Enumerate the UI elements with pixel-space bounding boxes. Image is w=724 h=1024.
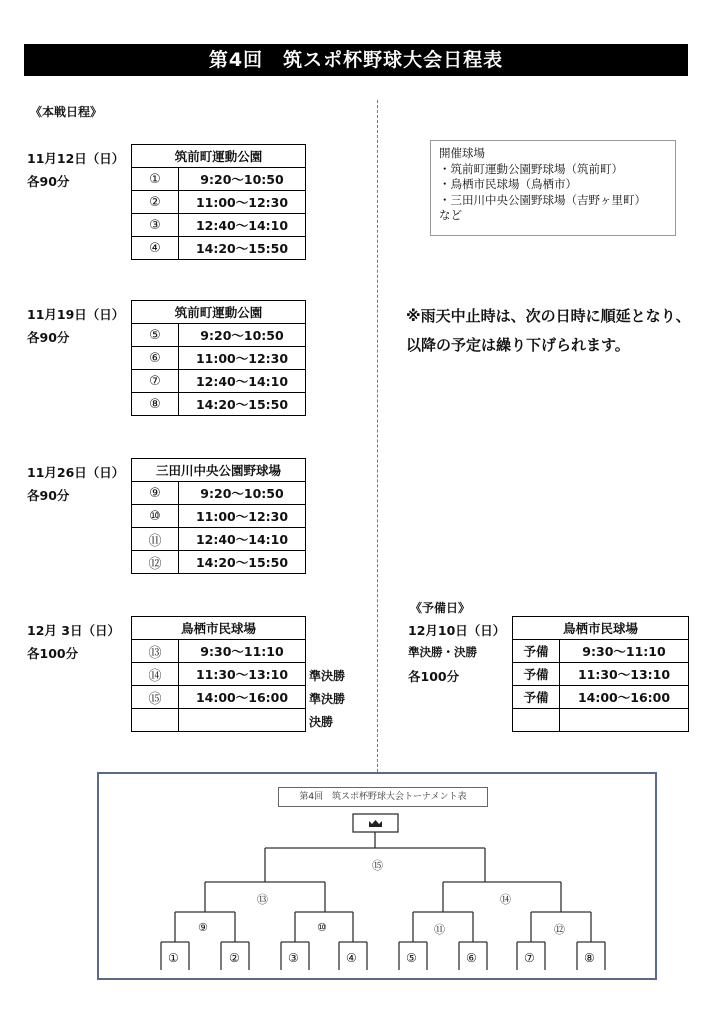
venue-name: 筑前町運動公園 bbox=[132, 301, 306, 324]
game-time: 12:40〜14:10 bbox=[179, 370, 306, 393]
bracket-final-label: ⑮ bbox=[372, 859, 383, 872]
day-date: 11月12日（日） bbox=[27, 151, 125, 166]
game-time bbox=[179, 709, 306, 732]
day-date: 11月26日（日） bbox=[27, 465, 125, 480]
stage-label: 準決勝 bbox=[309, 669, 346, 683]
game-number: ⑬ bbox=[132, 640, 179, 663]
bracket-team-label: ⑦ bbox=[524, 951, 535, 965]
bracket-title: 第4回 筑スポ杯野球大会トーナメント表 bbox=[278, 787, 488, 807]
reserve-duration: 各100分 bbox=[408, 669, 460, 684]
game-number: ⑪ bbox=[132, 528, 179, 551]
venues-note-footer: など bbox=[439, 208, 462, 222]
reserve-tag bbox=[513, 709, 560, 732]
day-date: 12月 3日（日） bbox=[27, 623, 120, 638]
bracket-quarter-label: ⑪ bbox=[434, 923, 445, 936]
game-number: ⑦ bbox=[132, 370, 179, 393]
game-time: 12:40〜14:10 bbox=[179, 214, 306, 237]
game-number: ⑤ bbox=[132, 324, 179, 347]
venues-note-heading: 開催球場 bbox=[439, 146, 485, 160]
bracket-quarter-label: ⑨ bbox=[198, 921, 208, 934]
rain-postponement-note: ※雨天中止時は、次の日時に順延となり、以降の予定は繰り下げられます。 bbox=[406, 307, 691, 354]
reserve-tag: 予備 bbox=[513, 640, 560, 663]
day-duration: 各90分 bbox=[27, 174, 70, 189]
game-number: ① bbox=[132, 168, 179, 191]
game-number: ⑨ bbox=[132, 482, 179, 505]
venues-note-item: ・三田川中央公園野球場（吉野ヶ里町） bbox=[439, 192, 646, 207]
day-duration: 各90分 bbox=[27, 488, 70, 503]
game-number: ③ bbox=[132, 214, 179, 237]
reserve-label: 《予備日》 bbox=[410, 601, 471, 615]
bracket-team-label: ① bbox=[168, 951, 179, 965]
schedule-table bbox=[131, 144, 306, 260]
main-schedule-label: 《本戦日程》 bbox=[30, 105, 103, 119]
trophy-icon bbox=[369, 820, 382, 827]
reserve-table bbox=[512, 616, 689, 732]
game-time: 11:00〜12:30 bbox=[179, 191, 306, 214]
venues-note-item: ・鳥栖市民球場（鳥栖市） bbox=[439, 177, 577, 191]
reserve-stage: 準決勝・決勝 bbox=[408, 645, 477, 659]
game-time: 9:30〜11:10 bbox=[560, 640, 689, 663]
game-number: ④ bbox=[132, 237, 179, 260]
bracket-semi-label: ⑬ bbox=[257, 893, 268, 906]
day-duration: 各100分 bbox=[27, 646, 79, 661]
game-number: ⑩ bbox=[132, 505, 179, 528]
schedule-table bbox=[131, 458, 306, 574]
venue-name: 鳥栖市民球場 bbox=[513, 617, 689, 640]
venues-note-item: ・筑前町運動公園野球場（筑前町） bbox=[439, 161, 623, 176]
stage-label: 準決勝 bbox=[309, 692, 346, 706]
day-duration: 各90分 bbox=[27, 330, 70, 345]
game-time: 9:20〜10:50 bbox=[179, 168, 306, 191]
game-time: 14:00〜16:00 bbox=[560, 686, 689, 709]
bracket-lines bbox=[97, 772, 657, 980]
reserve-date: 12月10日（日） bbox=[408, 623, 506, 638]
game-time: 11:00〜12:30 bbox=[179, 505, 306, 528]
bracket-quarter-label: ⑫ bbox=[554, 923, 565, 936]
bracket-team-label: ⑥ bbox=[466, 951, 477, 965]
game-number bbox=[132, 709, 179, 732]
game-number: ⑧ bbox=[132, 393, 179, 416]
bracket-team-label: ② bbox=[229, 951, 240, 965]
game-number: ⑥ bbox=[132, 347, 179, 370]
game-time: 11:30〜13:10 bbox=[560, 663, 689, 686]
game-time: 14:20〜15:50 bbox=[179, 551, 306, 574]
page-title: 第4回 筑スポ杯野球大会日程表 bbox=[24, 44, 688, 76]
game-time: 14:20〜15:50 bbox=[179, 237, 306, 260]
bracket-team-label: ⑧ bbox=[584, 951, 595, 965]
venue-name: 鳥栖市民球場 bbox=[132, 617, 306, 640]
game-time: 9:20〜10:50 bbox=[179, 482, 306, 505]
reserve-tag: 予備 bbox=[513, 686, 560, 709]
game-time bbox=[560, 709, 689, 732]
stage-label: 決勝 bbox=[309, 715, 334, 729]
game-number: ⑮ bbox=[132, 686, 179, 709]
bracket-quarter-label: ⑩ bbox=[317, 921, 327, 934]
schedule-table bbox=[131, 616, 306, 732]
game-number: ⑫ bbox=[132, 551, 179, 574]
game-time: 12:40〜14:10 bbox=[179, 528, 306, 551]
game-time: 9:20〜10:50 bbox=[179, 324, 306, 347]
venue-name: 筑前町運動公園 bbox=[132, 145, 306, 168]
center-divider bbox=[377, 100, 378, 772]
game-time: 14:00〜16:00 bbox=[179, 686, 306, 709]
game-number: ⑭ bbox=[132, 663, 179, 686]
game-time: 14:20〜15:50 bbox=[179, 393, 306, 416]
game-time: 11:30〜13:10 bbox=[179, 663, 306, 686]
bracket-semi-label: ⑭ bbox=[500, 893, 511, 906]
bracket-team-label: ④ bbox=[346, 951, 357, 965]
game-time: 9:30〜11:10 bbox=[179, 640, 306, 663]
day-date: 11月19日（日） bbox=[27, 307, 125, 322]
bracket-team-label: ⑤ bbox=[406, 951, 417, 965]
venue-name: 三田川中央公園野球場 bbox=[132, 459, 306, 482]
bracket-team-label: ③ bbox=[288, 951, 299, 965]
schedule-table bbox=[131, 300, 306, 416]
game-time: 11:00〜12:30 bbox=[179, 347, 306, 370]
venues-note-box bbox=[430, 140, 676, 236]
reserve-tag: 予備 bbox=[513, 663, 560, 686]
game-number: ② bbox=[132, 191, 179, 214]
